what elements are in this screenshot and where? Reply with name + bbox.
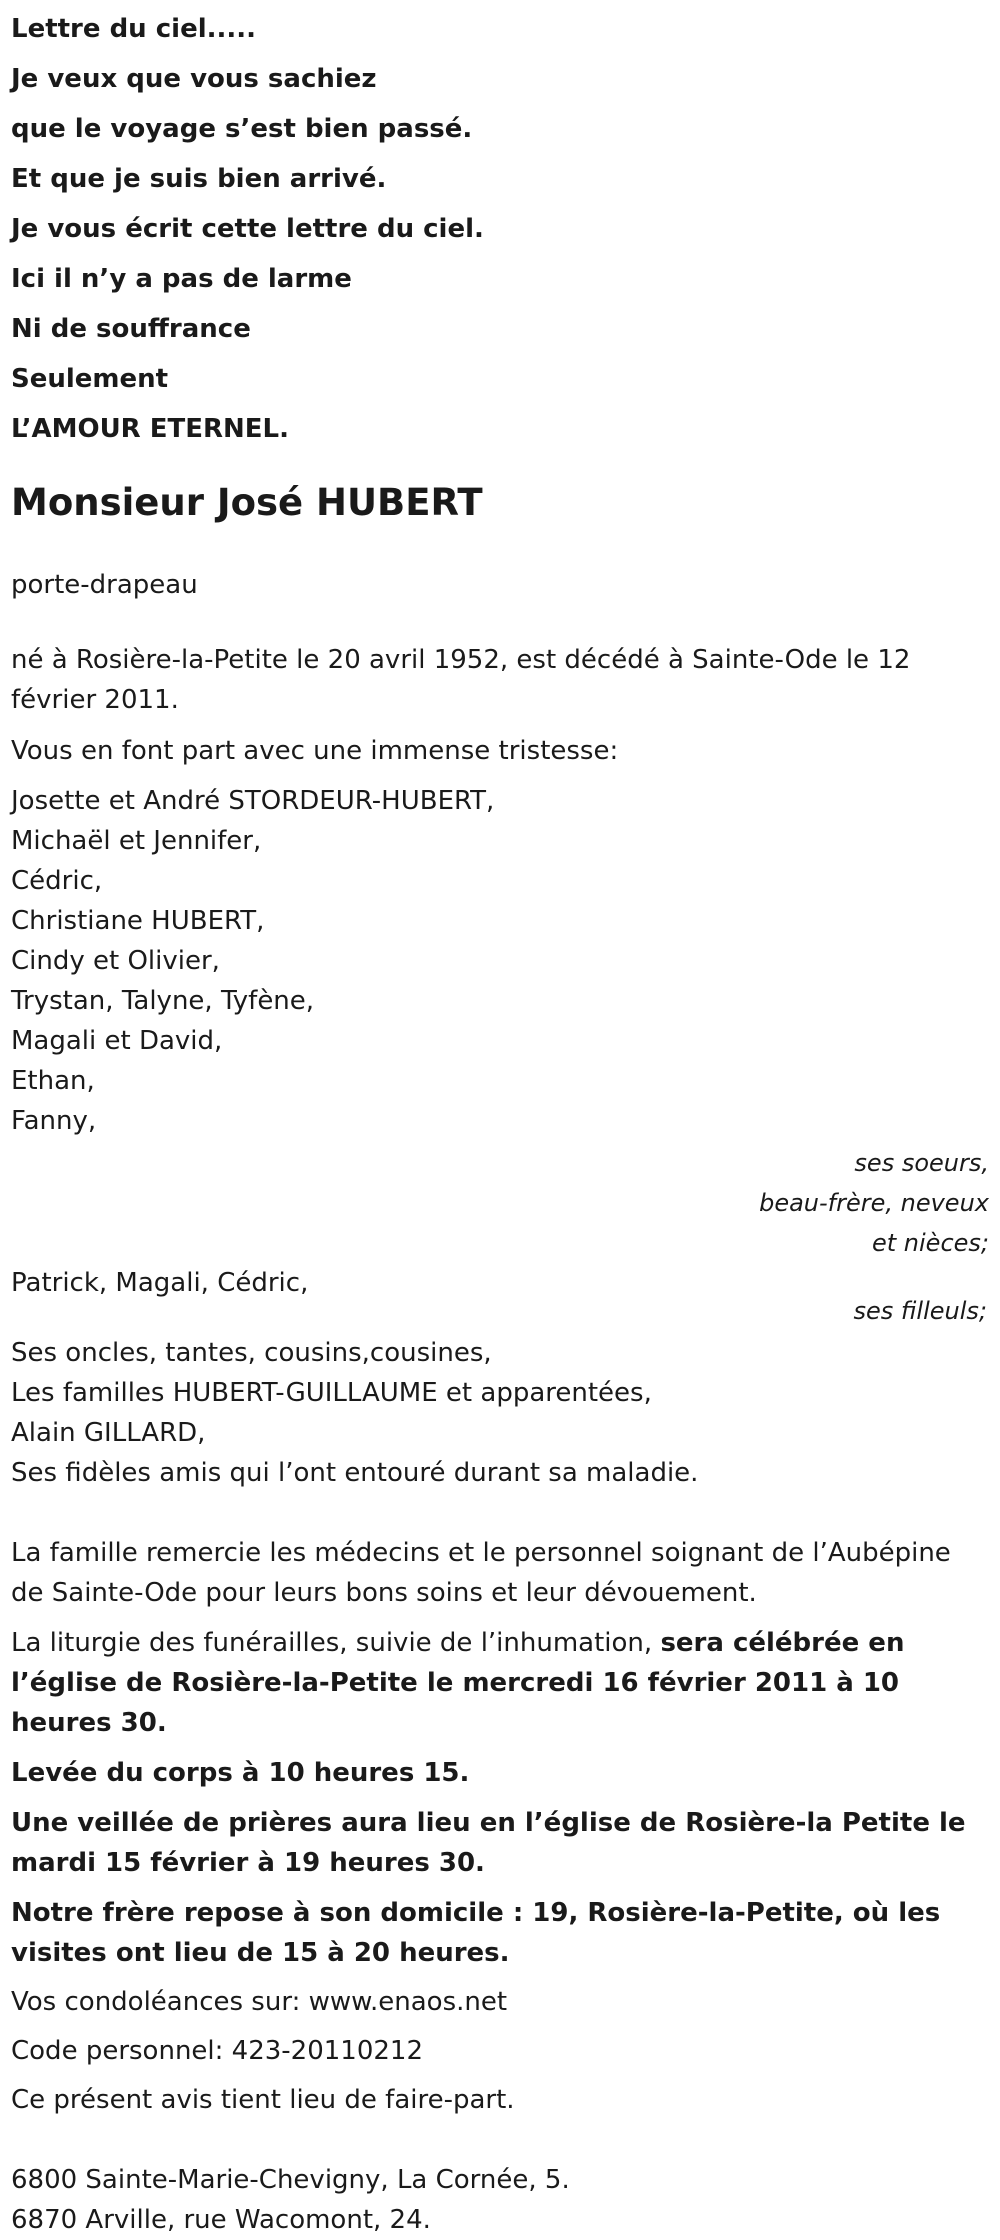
deceased-role: porte-drapeau: [11, 570, 198, 600]
obituary-document: [11, 0, 991, 2240]
poem-line: Ici il n’y a pas de larme: [11, 264, 352, 294]
relation-godchildren: ses filleuls;: [853, 1297, 987, 1325]
family-list: [11, 781, 991, 1141]
poem-line: L’AMOUR ETERNEL.: [11, 414, 289, 444]
poem-line: Seulement: [11, 364, 169, 394]
other-relatives: [11, 1333, 991, 1493]
relative-line: Ses fidèles amis qui l’ont entouré durant sa maladie.: [11, 1458, 699, 1488]
family-member: Magali et David,: [11, 1026, 223, 1056]
relative-line: Alain GILLARD,: [11, 1418, 206, 1448]
address-line: 6800 Sainte-Marie-Chevigny, La Cornée, 5.: [11, 2165, 570, 2195]
notice-text: Ce présent avis tient lieu de faire-part.: [11, 2085, 515, 2115]
levee-text: Levée du corps à 10 heures 15.: [11, 1758, 470, 1788]
poem-line: Et que je suis bien arrivé.: [11, 164, 387, 194]
vigil-text: Une veillée de prières aura lieu en l’église de Rosière-la Petite le mardi 15 février à 19 heures 30.: [11, 1808, 966, 1878]
funeral-text-normal: La liturgie des funérailles, suivie de l’inhumation,: [11, 1628, 661, 1658]
family-member: Michaël et Jennifer,: [11, 826, 262, 856]
address-block: [11, 2160, 991, 2240]
relative-line: Ses oncles, tantes, cousins,cousines,: [11, 1338, 492, 1368]
condolences-text: Vos condoléances sur: www.enaos.net: [11, 1987, 508, 2017]
relation-sisters: [11, 1143, 991, 1263]
family-member: Christiane HUBERT,: [11, 906, 265, 936]
funeral-text: [11, 1623, 991, 1743]
birth-death-text: né à Rosière-la-Petite le 20 avril 1952, est décédé à Sainte-Ode le 12 février 2011.: [11, 645, 911, 715]
godchildren-names: Patrick, Magali, Cédric,: [11, 1268, 309, 1298]
relation-line: beau-frère, neveux: [759, 1189, 989, 1217]
poem-line: Lettre du ciel.....: [11, 14, 256, 44]
poem-line: Je veux que vous sachiez: [11, 64, 377, 94]
family-member: Cindy et Olivier,: [11, 946, 220, 976]
relation-line: et nièces;: [872, 1229, 989, 1257]
family-member: Josette et André STORDEUR-HUBERT,: [11, 786, 495, 816]
family-member: Fanny,: [11, 1106, 97, 1136]
relative-line: Les familles HUBERT-GUILLAUME et apparentées,: [11, 1378, 652, 1408]
poem-line: que le voyage s’est bien passé.: [11, 114, 473, 144]
family-member: Cédric,: [11, 866, 103, 896]
poem-line: Ni de souffrance: [11, 314, 251, 344]
family-member: Trystan, Talyne, Tyfène,: [11, 986, 315, 1016]
personal-code: Code personnel: 423-20110212: [11, 2036, 424, 2066]
repose-text: Notre frère repose à son domicile : 19, Rosière-la-Petite, où les visites ont lieu de 15 à 20 heures.: [11, 1898, 941, 1968]
deceased-name: Monsieur José HUBERT: [11, 481, 483, 524]
family-member: Ethan,: [11, 1066, 95, 1096]
godchildren-row: [11, 1263, 991, 1325]
poem: [11, 4, 991, 454]
intro-text: Vous en font part avec une immense tristesse:: [11, 736, 619, 766]
poem-line: Je vous écrit cette lettre du ciel.: [11, 214, 484, 244]
relation-line: ses soeurs,: [854, 1149, 989, 1177]
thanks-text: La famille remercie les médecins et le personnel soignant de l’Aubépine de Sainte-Ode pour leurs bons soins et leur dévouement.: [11, 1538, 951, 1608]
funeral-text-bold: sera célébrée en l’église de Rosière-la-Petite le mercredi 16 février 2011 à 10 heures 30.: [11, 1628, 905, 1738]
address-line: 6870 Arville, rue Wacomont, 24.: [11, 2205, 431, 2235]
